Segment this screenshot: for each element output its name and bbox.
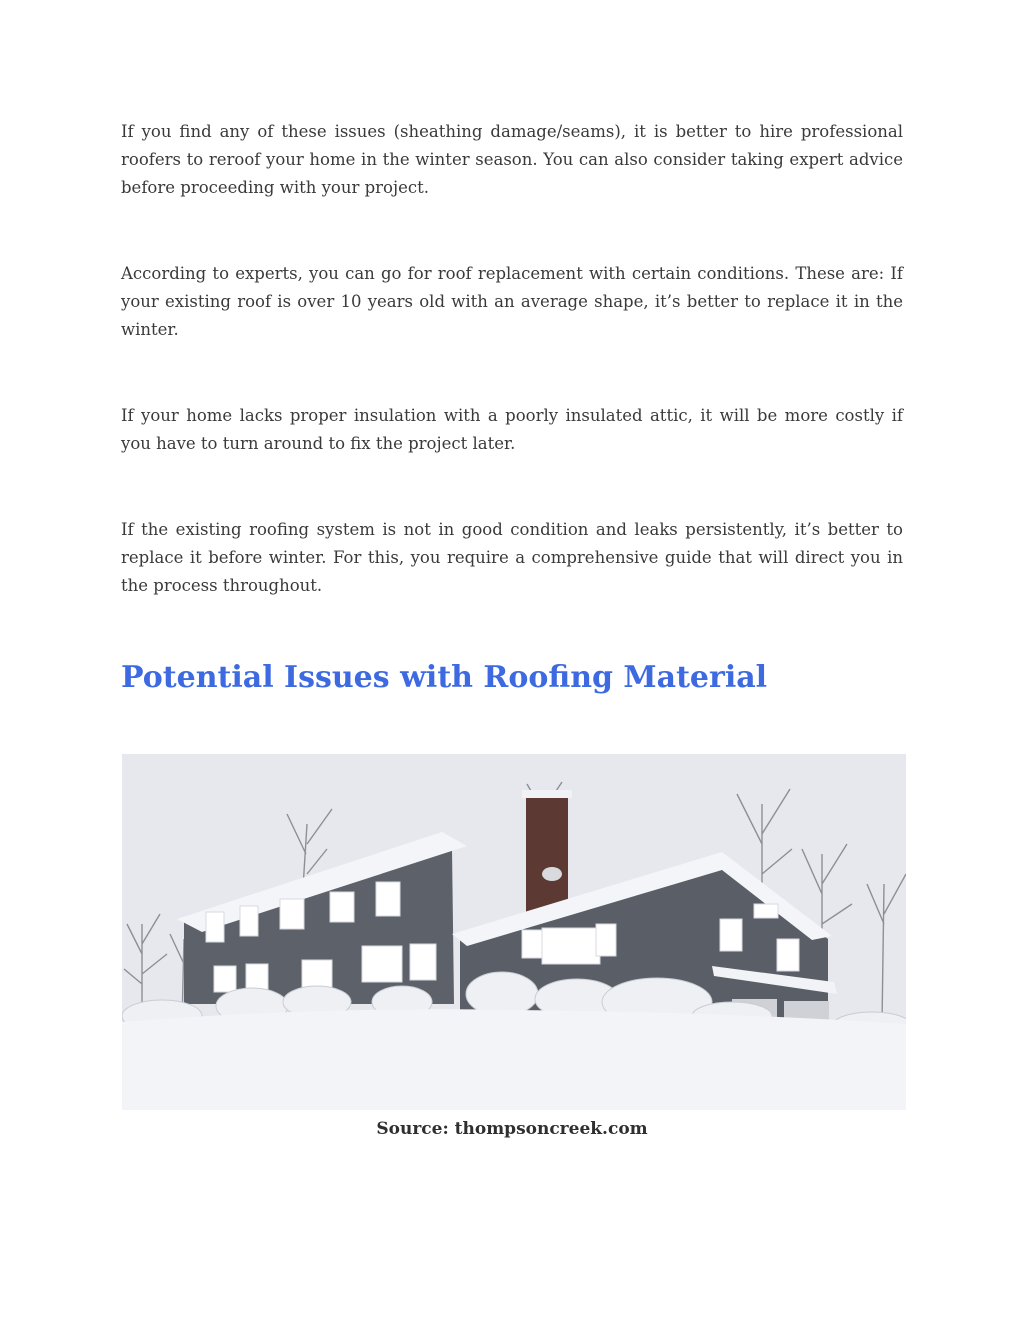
satellite-dish — [542, 867, 562, 881]
image-caption: Source: thompsoncreek.com — [376, 1119, 648, 1139]
chimney-snow — [522, 790, 572, 798]
paragraph-sheathing-issues: If you find any of these issues (sheathing damage/seams), it is better to hire professional roofers to reroof your home in the winter season. You can also consider taking expert advice before proceeding with your project. — [121, 122, 903, 197]
paragraph-insulation: If your home lacks proper insulation with a poorly insulated attic, it will be more costly if you have to turn around to fix the project later. — [121, 406, 903, 453]
chimney — [526, 794, 568, 914]
house-in-snow-photo — [122, 754, 906, 1110]
section-heading: Potential Issues with Roofing Material — [121, 660, 768, 695]
paragraph-expert-conditions: According to experts, you can go for roof replacement with certain conditions. These are: If your existing roof is over 10 years old with an average shape, it’s better to replace it in the winter. — [121, 264, 903, 339]
snow-ground — [122, 1009, 906, 1110]
house-illustration — [122, 754, 906, 1110]
paragraph-leaks: If the existing roofing system is not in good condition and leaks persistently, it’s better to replace it before winter. For this, you require a comprehensive guide that will direct you in the process throughout. — [121, 520, 903, 595]
